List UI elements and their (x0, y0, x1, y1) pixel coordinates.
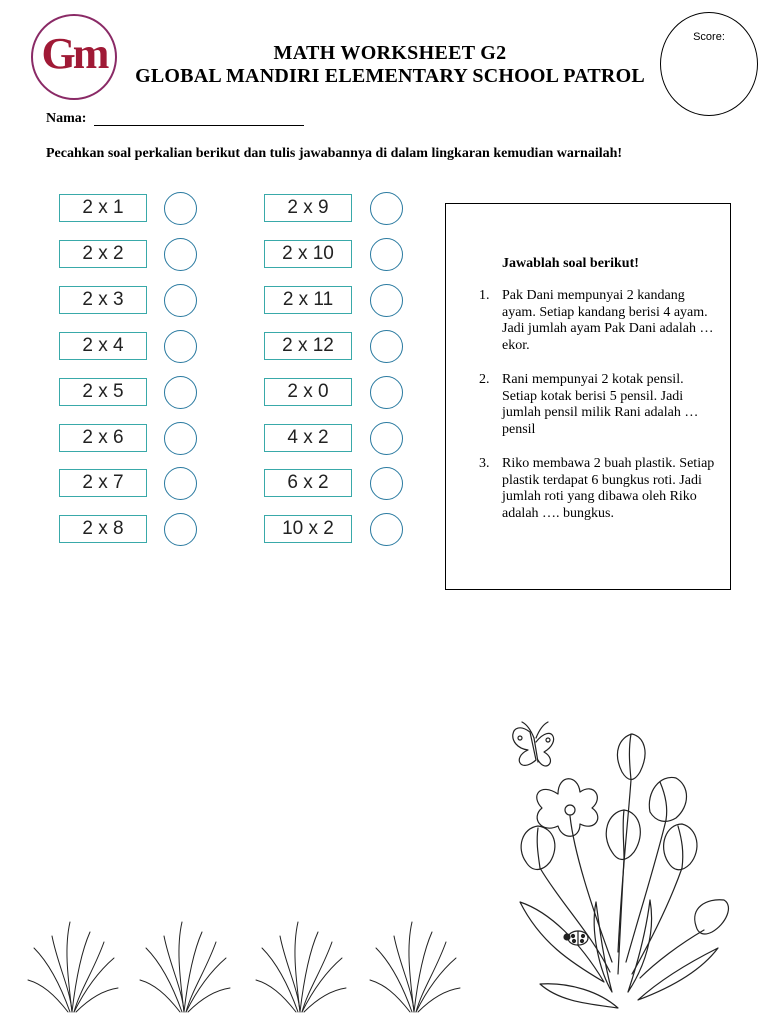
answer-circle[interactable] (164, 284, 197, 317)
answer-circle[interactable] (370, 284, 403, 317)
problem-box: 2 x 6 (59, 424, 147, 452)
answer-circle[interactable] (370, 422, 403, 455)
name-label: Nama: (46, 111, 87, 126)
word-problems-title: Jawablah soal berikut! (502, 256, 639, 271)
problem-box: 4 x 2 (264, 424, 352, 452)
grass-icon (252, 918, 348, 1014)
flower-illustration (500, 712, 740, 1012)
school-logo (31, 14, 117, 100)
answer-circle[interactable] (370, 376, 403, 409)
word-problem-item (446, 456, 732, 522)
problem-box: 2 x 10 (264, 240, 352, 268)
answer-circle[interactable] (370, 330, 403, 363)
problem-box: 2 x 9 (264, 194, 352, 222)
instruction-text: Pecahkan soal perkalian berikut dan tulis jawabannya di dalam lingkaran kemudian warnailah! (46, 146, 623, 161)
grass-icon (24, 918, 120, 1014)
word-problem-text: Rani mempunyai 2 kotak pensil. Setiap kotak berisi 5 pensil. Jadi jumlah pensil milik Rani adalah … pensil (502, 372, 699, 437)
answer-circle[interactable] (164, 513, 197, 546)
problem-box: 2 x 11 (264, 286, 352, 314)
answer-circle[interactable] (164, 192, 197, 225)
problem-box: 2 x 12 (264, 332, 352, 360)
tulip-icon (632, 824, 697, 974)
logo-text: Gm (41, 29, 107, 78)
answer-circle[interactable] (164, 422, 197, 455)
word-problems-list (446, 288, 732, 540)
butterfly-icon (513, 722, 554, 766)
word-problem-text: Pak Dani mempunyai 2 kandang ayam. Setiap kandang berisi 4 ayam. Jadi jumlah ayam Pak Dani adalah … ekor. (502, 288, 714, 353)
score-label: Score: (693, 31, 725, 43)
answer-circle[interactable] (370, 192, 403, 225)
worksheet-title: MATH WORKSHEET G2 (273, 42, 507, 64)
word-problem-number: 3. (479, 456, 490, 471)
problem-box: 2 x 2 (59, 240, 147, 268)
word-problems-box (445, 203, 731, 590)
grass-icon (136, 918, 232, 1014)
school-name: GLOBAL MANDIRI ELEMENTARY SCHOOL PATROL (135, 65, 645, 87)
tulip-icon (606, 810, 640, 974)
problem-box: 2 x 1 (59, 194, 147, 222)
problem-box: 2 x 4 (59, 332, 147, 360)
tulip-icon (617, 734, 645, 952)
answer-circle[interactable] (164, 238, 197, 271)
word-problem-item (446, 288, 732, 354)
word-problem-item (446, 372, 732, 438)
answer-circle[interactable] (370, 238, 403, 271)
problem-box: 2 x 7 (59, 469, 147, 497)
answer-circle[interactable] (370, 513, 403, 546)
score-circle[interactable] (660, 12, 758, 116)
problem-box: 2 x 0 (264, 378, 352, 406)
word-problem-number: 1. (479, 288, 490, 303)
problem-box: 2 x 5 (59, 378, 147, 406)
answer-circle[interactable] (164, 467, 197, 500)
name-field[interactable] (94, 125, 304, 126)
answer-circle[interactable] (164, 330, 197, 363)
problem-box: 10 x 2 (264, 515, 352, 543)
problem-box: 6 x 2 (264, 469, 352, 497)
problem-box: 2 x 8 (59, 515, 147, 543)
grass-icon (366, 918, 462, 1014)
answer-circle[interactable] (164, 376, 197, 409)
problem-box: 2 x 3 (59, 286, 147, 314)
answer-circle[interactable] (370, 467, 403, 500)
word-problem-text: Riko membawa 2 buah plastik. Setiap plastik terdapat 6 bungkus roti. Jadi jumlah roti yang dibawa oleh Riko adalah …. bungkus. (502, 456, 715, 521)
word-problem-number: 2. (479, 372, 490, 387)
ladybug-icon (564, 931, 588, 945)
